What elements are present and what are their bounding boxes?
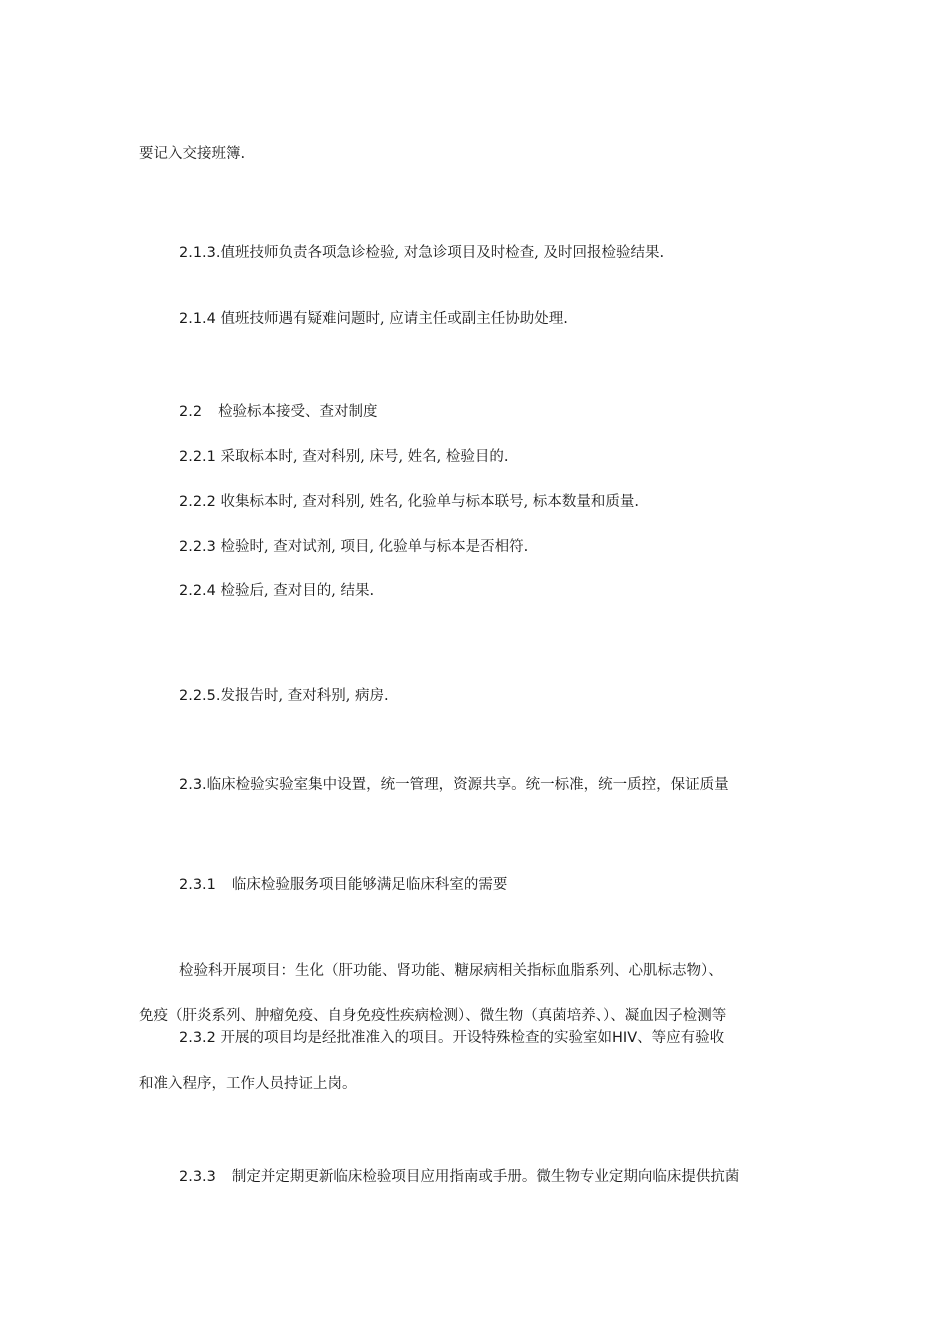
clause-number: 2.3.2 <box>179 1030 216 1046</box>
clause-number: 2.2.5. <box>179 688 221 704</box>
clause-text: 检验后, 查对目的, 结果. <box>215 583 375 599</box>
clause-text: 值班技师负责各项急诊检验, 对急诊项目及时检查, 及时回报检验结果. <box>220 245 665 261</box>
clause-text: 制定并定期更新临床检验项目应用指南或手册。微生物专业定期向临床提供抗菌 <box>231 1169 740 1185</box>
section-title: 临床检验实验室集中设置，统一管理，资源共享。统一标准，统一质控，保证质量 <box>206 777 729 793</box>
clause-number: 2.3.1 <box>179 877 216 893</box>
clause-2-3-3 <box>179 1167 739 1187</box>
section-number: 2.2 <box>179 404 203 420</box>
clause-text: 检验时, 查对试剂, 项目, 化验单与标本是否相符. <box>215 539 529 555</box>
paragraph-projects-line-2 <box>139 1006 726 1026</box>
clause-2-2-1 <box>179 447 509 467</box>
clause-text: 发报告时, 查对科别, 病房. <box>220 688 389 704</box>
clause-2-3-1 <box>179 875 507 895</box>
section-number: 2.3. <box>179 777 207 793</box>
clause-2-1-4 <box>179 309 568 329</box>
clause-2-3-2-continuation <box>139 1074 357 1094</box>
paragraph-text: 检验科开展项目：生化（肝功能、肾功能、糖尿病相关指标血脂系列、心肌标志物）、 <box>179 963 723 979</box>
paragraph-projects-line-1 <box>179 961 723 981</box>
clause-number: 2.1.3. <box>179 245 221 261</box>
clause-abbreviation: HIV <box>612 1030 638 1046</box>
clause-2-3-2 <box>179 1028 724 1048</box>
clause-text: 收集标本时, 查对科别, 姓名, 化验单与标本联号, 标本数量和质量. <box>215 494 639 510</box>
section-heading-2-2 <box>179 402 378 422</box>
paragraph-text: 和准入程序，工作人员持证上岗。 <box>139 1076 357 1092</box>
clause-text: 开展的项目均是经批准准入的项目。开设特殊检查的实验室如 <box>215 1030 613 1046</box>
clause-2-1-3 <box>179 243 664 263</box>
clause-number: 2.2.2 <box>179 494 216 510</box>
clause-text-tail: 、等应有验收 <box>637 1030 725 1046</box>
clause-2-2-2 <box>179 492 639 512</box>
clause-2-2-5 <box>179 686 389 706</box>
clause-number: 2.2.1 <box>179 449 216 465</box>
clause-number: 2.2.4 <box>179 583 216 599</box>
clause-text: 采取标本时, 查对科别, 床号, 姓名, 检验目的. <box>215 449 509 465</box>
clause-2-2-4 <box>179 581 374 601</box>
text-line-continuation <box>139 144 245 164</box>
line-text: 要记入交接班簿. <box>139 146 246 162</box>
clause-number: 2.1.4 <box>179 311 216 327</box>
section-title: 检验标本接受、查对制度 <box>218 404 378 420</box>
section-heading-2-3 <box>179 775 729 795</box>
clause-text: 值班技师遇有疑难问题时, 应请主任或副主任协助处理. <box>215 311 568 327</box>
clause-number: 2.2.3 <box>179 539 216 555</box>
clause-number: 2.3.3 <box>179 1169 216 1185</box>
clause-2-2-3 <box>179 537 528 557</box>
clause-text: 临床检验服务项目能够满足临床科室的需要 <box>231 877 508 893</box>
paragraph-text: 免疫（肝炎系列、肿瘤免疫、自身免疫性疾病检测）、微生物（真菌培养、）、凝血因子检测等 <box>139 1008 727 1024</box>
